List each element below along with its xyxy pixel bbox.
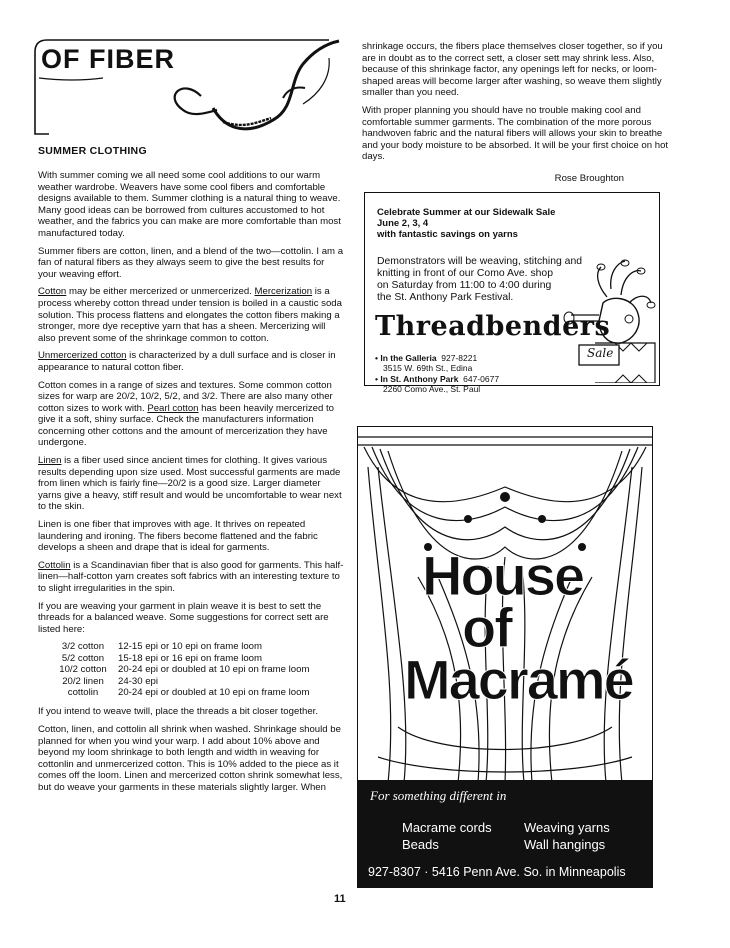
term-pearl-cotton: Pearl cotton	[147, 402, 199, 414]
product-item: Beads	[402, 837, 439, 852]
house-of-macrame-ad	[357, 426, 653, 888]
page-number: 11	[334, 893, 346, 905]
ad-title-macrame: Macramé	[404, 648, 633, 711]
product-item: Macrame cords	[402, 820, 492, 835]
paragraph: Unmercerized cotton is characterized by a dull surface and is closer in appearance to natural cotton fiber.	[38, 350, 336, 373]
sale-sign-text: Sale	[587, 346, 614, 360]
paragraph: If you are weaving your garment in plain weave it is best to sett the threads for a balanced weave. Some suggestions for correct sett are listed here:	[38, 600, 329, 635]
jester-illustration	[551, 259, 657, 383]
right-column	[362, 41, 672, 184]
paragraph: Summer fibers are cotton, linen, and a blend of the two—cottolin. I am a fan of natural fibers as they always seem to give the best results for your weaving effort.	[38, 245, 344, 280]
ad-info-band	[358, 780, 652, 887]
ad-body: Demonstrators will be weaving, stitching and knitting in front of our Como Ave. shop on Saturday from 11:00 to 4:00 during the St. Anthony Park Festival.	[377, 256, 583, 303]
table-row: 20/2 linen 24-30 epi	[62, 675, 159, 687]
table-row: 5/2 cotton 15-18 epi or 16 epi on frame loom	[61, 652, 262, 664]
table-row: 3/2 cotton 12-15 epi or 10 epi on frame loom	[61, 641, 262, 653]
paragraph: Linen is a fiber used since ancient times for clothing. It gives various results depending upon size used. Most successful garments are made from linen which is fairly fine—20/2 is a good size. Larger diameter yarns give a heavy, stiff result and would be uncomfortable to wear next to the skin.	[38, 455, 342, 513]
product-item: Wall hangings	[524, 837, 606, 852]
table-row: 10/2 cotton 20-24 epi or doubled at 10 epi on frame loom	[59, 664, 310, 676]
threadbenders-logo: Threadbenders	[375, 311, 611, 342]
author-signature: Rose Broughton	[554, 172, 624, 184]
paragraph: Cotton may be either mercerized or unmercerized. Mercerization is a process whereby cotton thread under tension is boiled in a caustic soda solution. This process flattens and elongates the cotton fibers making a stronger, more dye receptive yarn that has a sheen. Mercerizing will also prevent some of the shrinkage common to cotton.	[38, 286, 342, 344]
table-row: cottolin 20-24 epi or doubled at 10 epi on frame loom	[67, 687, 310, 698]
ad-tagline: For something different in	[370, 788, 507, 803]
location-st-anthony: • In St. Anthony Park 647-0677 2260 Como Ave., St. Paul	[375, 374, 500, 395]
term-unmercerized: Unmercerized cotton	[38, 350, 127, 362]
ad-address: 927-8307 · 5416 Penn Ave. So. in Minneapolis	[368, 865, 626, 879]
product-item: Weaving yarns	[524, 820, 610, 835]
ad-title-of: of	[462, 596, 511, 659]
paragraph: Linen is one fiber that improves with age. It thrives on repeated laundering and ironing. The fibers become flattened and the fabric develops a sheen and drape that is ideal for garments.	[38, 519, 318, 554]
term-cottolin: Cottolin	[38, 559, 71, 571]
paragraph: With proper planning you should have no trouble making cool and comfortable summer garments. The combination of the more porous handwoven fabric and the natural fibers will allows your skin to breathe and your body moisture to be absorbed. It will be your first choice on hot days.	[362, 104, 669, 163]
paragraph: If you intend to weave twill, place the threads a bit closer together.	[38, 706, 318, 718]
location-galleria: • In the Galleria 927-8221 3515 W. 69th St., Edina	[375, 353, 478, 374]
banner-title: OF FIBER	[41, 44, 175, 74]
paragraph: Cottolin is a Scandinavian fiber that is also good for garments. This half-linen—half-cotton yarn creates soft fabrics with an interesting texture to to slight irregularities in the spin.	[38, 559, 344, 594]
left-column	[38, 170, 344, 800]
term-cotton: Cotton	[38, 286, 67, 298]
section-heading: SUMMER CLOTHING	[38, 145, 147, 157]
paragraph: Cotton, linen, and cottolin all shrink when washed. Shrinkage should be planned for when you wind your warp. I add about 10% above and beyond my loom shrinkage to both length and width in weaving for cottonlin and unmercerized cotton. This is 10% added to the piece as it comes off the loom. Linen and mercerized cotton shrink somewhat less, but do weave your garments in these materials slightly larger. When	[38, 724, 343, 793]
term-linen: Linen	[38, 455, 62, 467]
ad-title-house: House	[422, 544, 584, 607]
ad-headline: Celebrate Summer at our Sidewalk Sale June 2, 3, 4 with fantastic savings on yarns	[377, 207, 556, 241]
column-banner	[33, 38, 343, 138]
sett-table	[52, 641, 313, 698]
paragraph: Cotton comes in a range of sizes and textures. Some common cotton sizes for warp are 20/2, 10/2, 5/2, and 3/2. There are also many other cotton sizes to work with. Pearl cotton has been heavily mercerized to give it a soft, shiny surface. Check the manufacturers information concerning other cottons and the amount of mercerization they have undergone.	[38, 379, 334, 449]
paragraph: With summer coming we all need some cool additions to our warm weather wardrobe. Weavers have some cool fibers and comfortable designs available to them. Summer clothing is a natural thing to weave. Many good ideas can be borrowed from cultures accustomed to hot weather, and the fabrics you can make are more comfortable than most manufactured today.	[38, 170, 341, 239]
term-mercerization: Mercerization	[254, 286, 313, 298]
paragraph: shrinkage occurs, the fibers place themselves closer together, so if you are in doubt as to the correct sett, a closer sett may shrink less. Also, because of this shrinkage factor, any openings left for necks, or loom-shaped areas will become larger after washing, so weave them slightly smaller than you need.	[362, 41, 663, 99]
threadbenders-ad	[364, 192, 660, 395]
